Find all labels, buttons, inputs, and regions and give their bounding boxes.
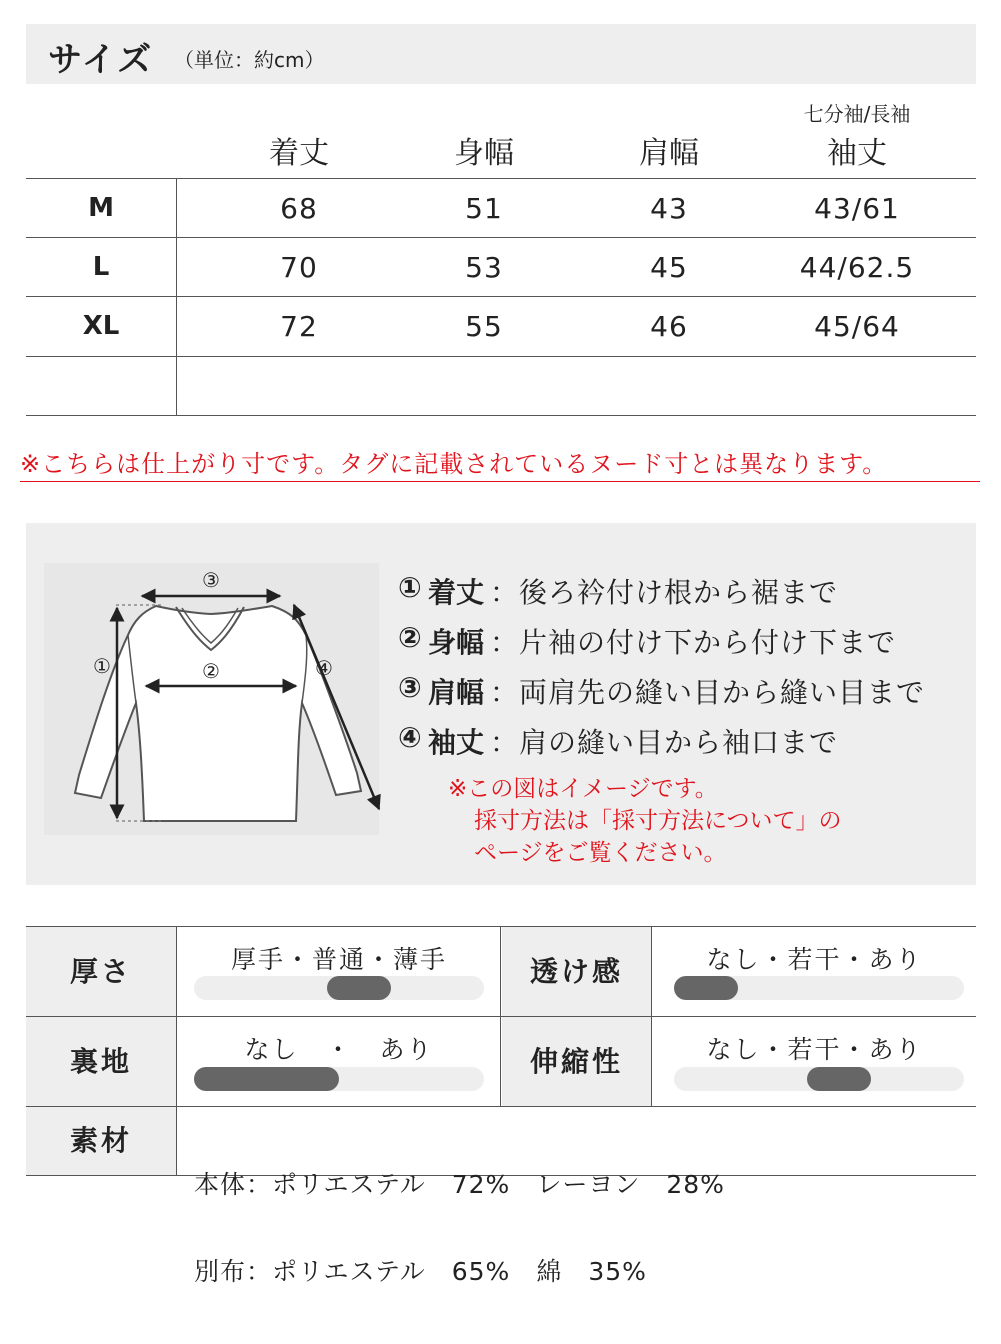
size-row-xl — [26, 296, 976, 355]
gauge-fill — [194, 1067, 339, 1091]
table-divider — [500, 926, 501, 1106]
header-sleeve-sub: 七分袖/長袖 — [803, 102, 911, 126]
shirt-diagram — [44, 563, 379, 835]
size-label: XL — [82, 311, 120, 341]
material-composition — [194, 1112, 725, 1344]
finished-size-note: ※こちらは仕上がり寸です。タグに記載されているヌード寸とは異なります。 — [20, 450, 888, 478]
image-note-line: ※この図はイメージです。 — [448, 776, 718, 802]
table-divider — [176, 178, 177, 415]
image-note-line: ページをご覧ください。 — [474, 840, 727, 866]
size-title: サイズ — [48, 40, 154, 80]
size-title-bar — [26, 24, 976, 84]
table-divider — [176, 926, 177, 1176]
stretch-gauge — [674, 1067, 964, 1091]
size-value: 43/61 — [814, 192, 900, 225]
note-underline — [20, 481, 980, 482]
size-value: 44/62.5 — [799, 251, 915, 284]
lining-gauge — [194, 1067, 484, 1091]
diagram-label-sleeve: ④ — [315, 656, 333, 680]
gauge-fill — [327, 976, 391, 1000]
diagram-label-shoulder: ③ — [202, 568, 220, 592]
material-label: 素材 — [26, 1107, 176, 1175]
measure-panel: ③ ① ② ④ ① 着丈 ：後ろ衿付け根から裾まで ② 身幅 ：片袖の付け下から付け下まで ③ 肩幅 ：両肩先の縫い目から縫い目まで ④ 袖丈 ：肩の縫い目から袖口まで ※この図はイメージです。 採寸方法は「採寸方法について」の ページをご覧ください。 — [26, 523, 976, 885]
image-note-line: 採寸方法は「採寸方法について」の — [474, 808, 842, 834]
size-value: 72 — [280, 310, 318, 343]
size-value: 68 — [280, 192, 318, 225]
thickness-gauge — [194, 976, 484, 1000]
thickness-options: 厚手・普通・薄手 — [230, 945, 447, 974]
header-shoulder-width: 肩幅 — [639, 136, 699, 171]
material-line: 別布：ポリエステル 65% 綿 35% — [194, 1257, 647, 1286]
thickness-label: 厚さ — [26, 927, 176, 1016]
lining-label: 裏地 — [26, 1017, 176, 1106]
sheerness-label: 透け感 — [502, 927, 651, 1016]
size-row-m — [26, 178, 976, 237]
attribute-table — [26, 926, 976, 1286]
size-value: 51 — [465, 192, 503, 225]
image-note — [448, 773, 842, 869]
diagram-label-body: ② — [202, 659, 220, 683]
size-unit: （単位：約cm） — [174, 48, 325, 72]
table-divider — [651, 926, 652, 1106]
size-label: L — [92, 252, 110, 282]
table-divider — [26, 415, 976, 416]
gauge-fill — [674, 976, 738, 1000]
diagram-label-length: ① — [93, 654, 111, 678]
header-length: 着丈 — [269, 136, 329, 171]
sheerness-options: なし・若干・あり — [706, 945, 923, 974]
size-row-l — [26, 237, 976, 296]
material-line: 本体：ポリエステル 72% レーヨン 28% — [194, 1170, 725, 1199]
size-value: 45 — [650, 251, 688, 284]
size-value: 55 — [465, 310, 503, 343]
size-table — [26, 84, 976, 416]
header-body-width: 身幅 — [454, 136, 514, 171]
size-value: 43 — [650, 192, 688, 225]
gauge-fill — [807, 1067, 871, 1091]
size-value: 70 — [280, 251, 318, 284]
lining-options: なし ・ あり — [244, 1035, 434, 1064]
size-label: M — [88, 193, 114, 223]
size-value: 53 — [465, 251, 503, 284]
sheerness-gauge — [674, 976, 964, 1000]
size-value: 45/64 — [814, 310, 900, 343]
size-row-empty — [26, 356, 976, 415]
stretch-options: なし・若干・あり — [706, 1035, 923, 1064]
size-value: 46 — [650, 310, 688, 343]
header-sleeve-length: 七分袖/長袖 袖丈 — [762, 84, 952, 178]
stretch-label: 伸縮性 — [502, 1017, 651, 1106]
